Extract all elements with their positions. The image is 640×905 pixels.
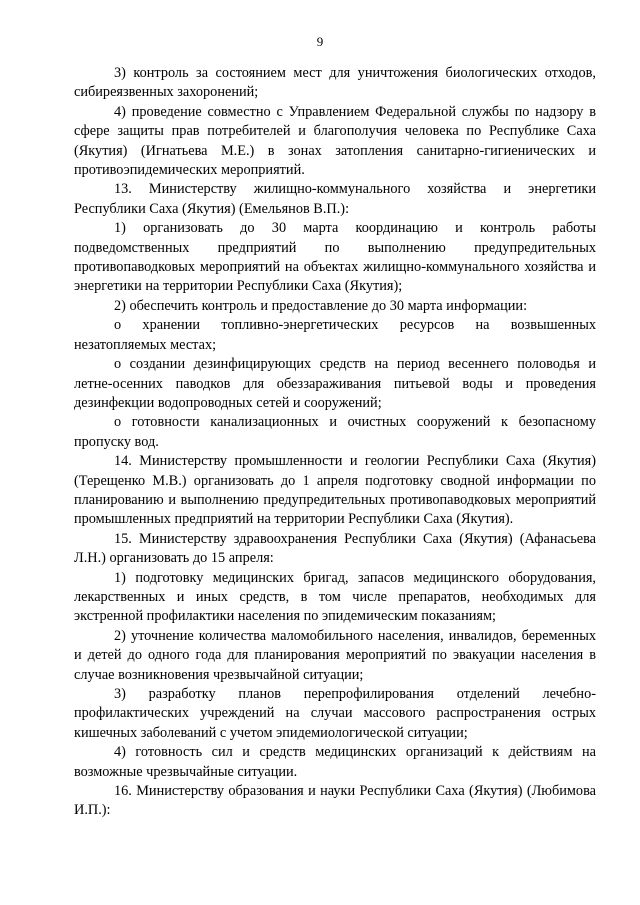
paragraph-section-15-heading: 15. Министерству здравоохранения Республики Саха (Якутия) (Афанасьева Л.Н.) организовать до 15 апреля:	[74, 530, 596, 567]
paragraph-section-16-heading: 16. Министерству образования и науки Республики Саха (Якутия) (Любимова И.П.):	[74, 783, 596, 819]
paragraph-section-15-item-4: 4) готовность сил и средств медицинских организаций к действиям на возможные чрезвычайные ситуации.	[74, 744, 596, 780]
paragraph-section-13-item-2: 2) обеспечить контроль и предоставление до 30 марта информации:	[114, 297, 528, 314]
paragraph-section-15-item-3: 3) разработку планов перепрофилирования отделений лечебно-профилактических учреждений на случаи массового распространения острых кишечных заболеваний с учетом эпидемиологической ситуации;	[74, 686, 596, 741]
paragraph-section-15-item-2: 2) уточнение количества маломобильного населения, инвалидов, беременных и детей до одного года для планирования мероприятий по эвакуации населения в случае возникновения чрезвычайной ситуации;	[74, 627, 596, 683]
paragraph-item-3-biological-waste: 3) контроль за состоянием мест для уничтожения биологических отходов, сибиреязвенных захоронений;	[74, 65, 596, 101]
paragraph-item-4-joint-measures: 4) проведение совместно с Управлением Федеральной службы по надзору в сфере защиты прав потребителей и благополучия человека по Республике Саха (Якутия) (Игнатьева М.Е.) в зонах затопления санитарно-гигиенических и противоэпидемических мероприятий.	[74, 103, 596, 179]
paragraph-section-15-item-1: 1) подготовку медицинских бригад, запасов медицинского оборудования, лекарственных и иных средств, в том числе препаратов, необходимых для экстренной профилактики населения по эпидемическим показаниям;	[74, 569, 596, 625]
paragraph-fuel-storage: о хранении топливно-энергетических ресурсов на возвышенных незатопляемых местах;	[74, 317, 596, 353]
page-number: 9	[316, 34, 324, 49]
document-body	[74, 64, 596, 821]
paragraph-section-13-heading: 13. Министерству жилищно-коммунального хозяйства и энергетики Республики Саха (Якутия) (Емельянов В.П.):	[74, 181, 596, 217]
paragraph-section-13-item-1: 1) организовать до 30 марта координацию и контроль работы подведомственных предприятий по выполнению предупредительных противопаводковых мероприятий на объектах жилищно-коммунального хозяйства и энергетики на территории Республики Саха (Якутия);	[74, 220, 596, 295]
paragraph-section-14: 14. Министерству промышленности и геологии Республики Саха (Якутия) (Терещенко М.В.) организовать до 1 апреля подготовку сводной информации по планированию и выполнению предупредительных противопаводковых мероприятий промышленных предприятий на территории Республики Саха (Якутия).	[74, 453, 596, 528]
paragraph-disinfectants: о создании дезинфицирующих средств на период весеннего половодья и летне-осенних паводков для обеззараживания питьевой воды и проведения дезинфекции водопроводных сетей и сооружений;	[74, 356, 596, 411]
paragraph-sewage-readiness: о готовности канализационных и очистных сооружений к безопасному пропуску вод.	[74, 414, 596, 450]
